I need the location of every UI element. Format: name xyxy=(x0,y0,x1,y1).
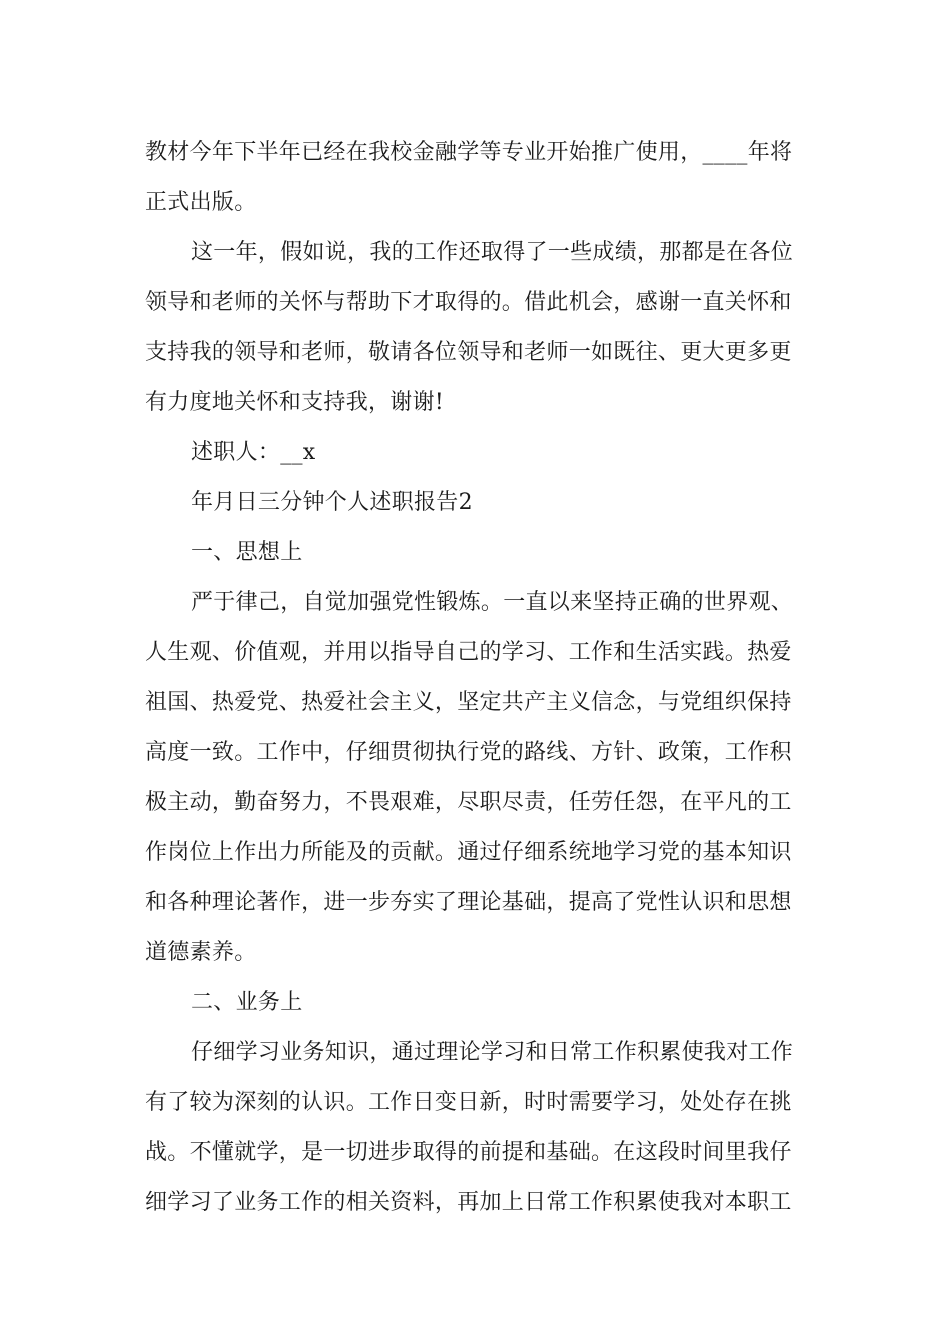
text-line: 正式出版。 xyxy=(145,190,257,215)
text-line: 仔细学习业务知识，通过理论学习和日常工作积累使我对工作 xyxy=(191,1040,794,1065)
text-line: 二、业务上 xyxy=(191,990,303,1015)
text-line: 人生观、价值观，并用以指导自己的学习、工作和生活实践。热爱 xyxy=(145,640,792,665)
text-line: 细学习了业务工作的相关资料，再加上日常工作积累使我对本职工 xyxy=(145,1190,792,1215)
document-body xyxy=(145,128,810,1228)
text-line: 一、思想上 xyxy=(191,540,303,565)
text-line: 述职人：__x xyxy=(191,440,316,465)
text-line: 年月日三分钟个人述职报告2 xyxy=(191,490,473,515)
text-line: 这一年，假如说，我的工作还取得了一些成绩，那都是在各位 xyxy=(191,240,794,265)
text-line: 战。不懂就学，是一切进步取得的前提和基础。在这段时间里我仔 xyxy=(145,1140,792,1165)
text-line: 祖国、热爱党、热爱社会主义，坚定共产主义信念，与党组织保持 xyxy=(145,690,792,715)
text-line: 教材今年下半年已经在我校金融学等专业开始推广使用，____年将 xyxy=(145,140,793,165)
text-line: 严于律己，自觉加强党性锻炼。一直以来坚持正确的世界观、 xyxy=(191,590,794,615)
text-line: 领导和老师的关怀与帮助下才取得的。借此机会，感谢一直关怀和 xyxy=(145,290,792,315)
text-line: 支持我的领导和老师，敬请各位领导和老师一如既往、更大更多更 xyxy=(145,340,792,365)
text-line: 和各种理论著作，进一步夯实了理论基础，提高了党性认识和思想 xyxy=(145,890,792,915)
text-line: 极主动，勤奋努力，不畏艰难，尽职尽责，任劳任怨，在平凡的工 xyxy=(145,790,792,815)
text-line: 有力度地关怀和支持我，谢谢! xyxy=(145,390,445,415)
text-line: 作岗位上作出力所能及的贡献。通过仔细系统地学习党的基本知识 xyxy=(145,840,792,865)
text-line: 道德素养。 xyxy=(145,940,257,965)
text-line: 高度一致。工作中，仔细贯彻执行党的路线、方针、政策，工作积 xyxy=(145,740,792,765)
text-line: 有了较为深刻的认识。工作日变日新，时时需要学习，处处存在挑 xyxy=(145,1090,792,1115)
